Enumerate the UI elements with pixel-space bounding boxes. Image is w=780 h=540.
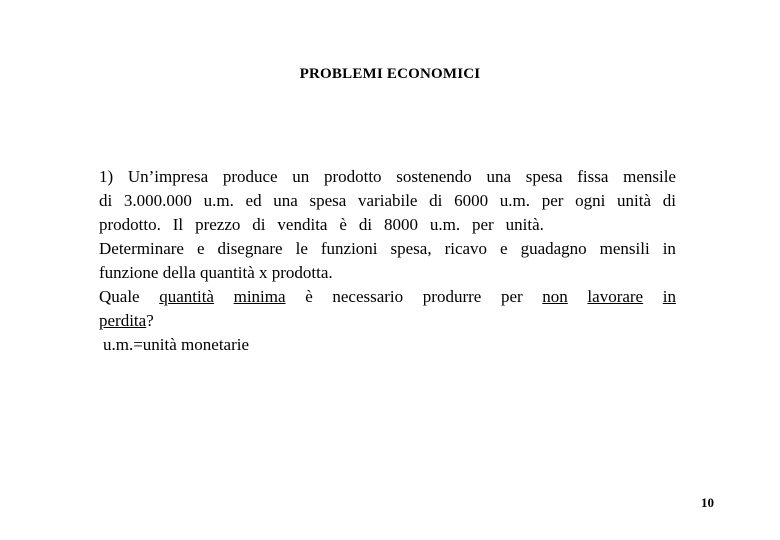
word: di — [99, 191, 113, 210]
word: una — [273, 191, 298, 210]
word: mensile — [623, 167, 676, 186]
word: 8000 — [383, 215, 418, 234]
word: unità. — [505, 215, 544, 234]
word: di — [358, 215, 373, 234]
underlined-word: lavorare — [587, 287, 644, 306]
word: fissa — [577, 167, 609, 186]
word: u.m. — [203, 191, 234, 210]
word: 1) — [99, 167, 114, 186]
word: in — [662, 239, 676, 258]
text-line-4 — [99, 237, 676, 261]
word: unità — [617, 191, 652, 210]
word: ogni — [575, 191, 606, 210]
text-line-1 — [99, 165, 676, 189]
word: guadagno — [520, 239, 587, 258]
text-line-2 — [99, 189, 676, 213]
text-line-5: funzione della quantità x prodotta. — [99, 263, 333, 282]
word: prodotto — [323, 167, 382, 186]
word: un — [292, 167, 310, 186]
word: mensili — [599, 239, 650, 258]
text-line-3 — [99, 213, 544, 237]
word: necessario — [332, 287, 404, 306]
word: prodotto. — [99, 215, 161, 234]
word: spesa — [309, 191, 347, 210]
word: è — [305, 287, 313, 306]
word: u.m. — [429, 215, 461, 234]
word: spesa — [525, 167, 563, 186]
word: vendita — [277, 215, 328, 234]
page-title: PROBLEMI ECONOMICI — [299, 66, 481, 82]
word: Quale — [99, 287, 140, 306]
word: e — [500, 239, 508, 258]
word: produrre — [422, 287, 482, 306]
word: produce — [222, 167, 278, 186]
word: e — [196, 239, 205, 258]
word: per — [541, 191, 564, 210]
word: le — [295, 239, 308, 258]
word: spesa, — [390, 239, 432, 258]
word: per — [472, 215, 494, 234]
word: Determinare — [99, 239, 184, 258]
word: di — [429, 191, 443, 210]
page-number: 10 — [701, 495, 714, 510]
question-mark: ? — [146, 311, 154, 330]
word: 3.000.000 — [123, 191, 192, 210]
word: una — [486, 167, 512, 186]
underlined-word: minima — [233, 287, 286, 306]
word: sostenendo — [396, 167, 472, 186]
underlined-word: non — [542, 287, 568, 306]
word: 6000 — [454, 191, 489, 210]
word: disegnare — [217, 239, 283, 258]
word: funzioni — [320, 239, 378, 258]
word: Un’impresa — [127, 167, 209, 186]
text-line-6 — [99, 285, 676, 309]
underlined-word: quantità — [159, 287, 214, 306]
text-line-7 — [99, 309, 676, 333]
word: Il — [172, 215, 184, 234]
word: u.m. — [499, 191, 531, 210]
underlined-word: in — [662, 287, 676, 306]
problem-text — [99, 165, 676, 357]
word: variabile — [358, 191, 418, 210]
word: ricavo — [444, 239, 488, 258]
word: di — [252, 215, 266, 234]
underlined-word: perdita — [99, 311, 147, 330]
word: è — [339, 215, 347, 234]
word: di — [662, 191, 676, 210]
word: ed — [245, 191, 262, 210]
word: prezzo — [195, 215, 241, 234]
text-line-8: u.m.=unità monetarie — [103, 335, 250, 354]
word: per — [500, 287, 523, 306]
